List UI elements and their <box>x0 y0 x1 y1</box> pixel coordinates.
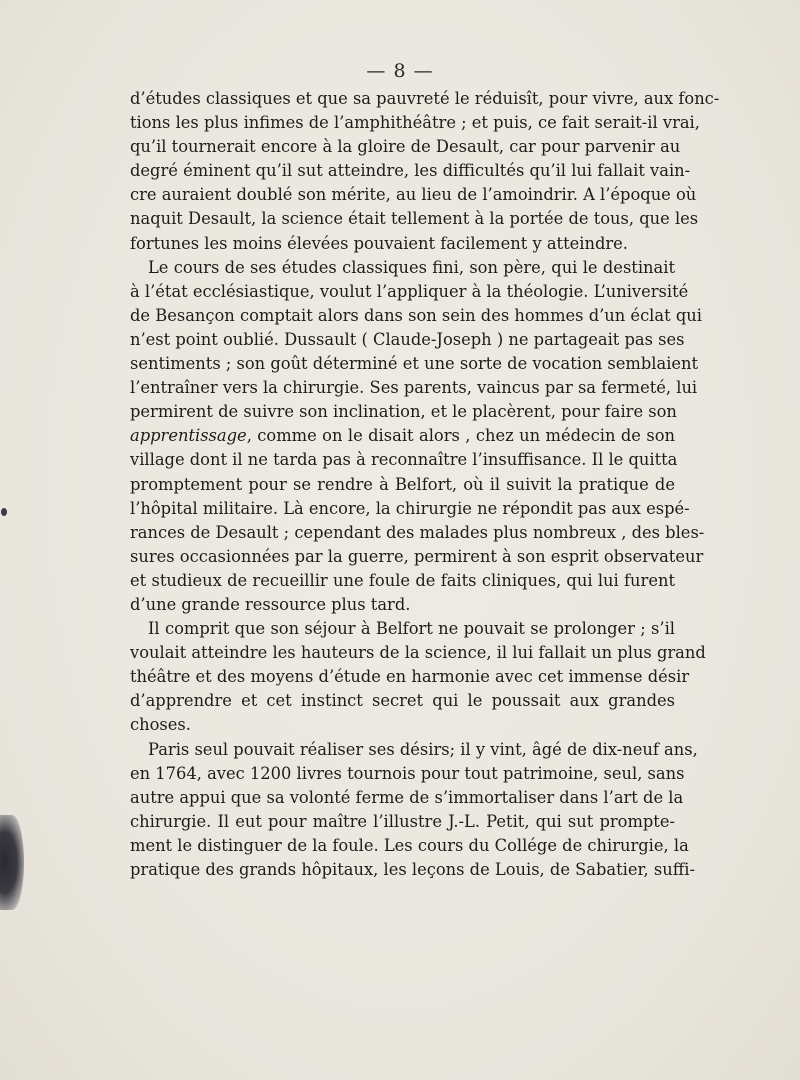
text-line: sures occasionnées par la guerre, permirent à son esprit observateur <box>130 546 704 566</box>
text-line: d’études classiques et que sa pauvreté le réduisît, pour vivre, aux fonc- <box>130 89 720 108</box>
page-number: — 8 — <box>366 60 434 82</box>
text-line: promptement pour se rendre à Belfort, où il suivit la pratique de <box>130 474 675 494</box>
text-line: tions les plus infimes de l’amphithéâtre ; et puis, ce fait serait-il vrai, <box>130 113 700 133</box>
text-line: théâtre et des moyens d’étude en harmonie avec cet immense désir <box>130 667 690 687</box>
text-line: de Besançon comptait alors dans son sein des hommes d’un éclat qui <box>130 305 702 325</box>
text-line: d’une grande ressource plus tard. <box>130 594 411 614</box>
text-line: sentiments ; son goût déterminé et une sorte de vocation semblaient <box>130 354 699 374</box>
text-line: n’est point oublié. Dussault ( Claude-Joseph ) ne partageait pas ses <box>130 329 685 349</box>
text-line: choses. <box>130 715 191 735</box>
body-text <box>130 87 720 882</box>
text-line: degré éminent qu’il sut atteindre, les difficultés qu’il lui fallait vain- <box>130 161 691 181</box>
text-line: qu’il tournerait encore à la gloire de Desault, car pour parvenir au <box>130 137 681 157</box>
text-line: chirurgie. Il eut pour maître l’illustre J.-L. Petit, qui sut prompte- <box>130 811 675 831</box>
text-line: Il comprit que son séjour à Belfort ne pouvait se prolonger ; s’il <box>148 619 675 639</box>
text-line: village dont il ne tarda pas à reconnaître l’insuffisance. Il le quitta <box>130 450 678 470</box>
text-line: Paris seul pouvait réaliser ses désirs; il y vint, âgé de dix-neuf ans, <box>148 739 698 759</box>
text-line: ment le distinguer de la foule. Les cours du Collége de chirurgie, la <box>130 835 689 855</box>
text-line: d’apprendre et cet instinct secret qui le poussait aux grandes <box>130 691 675 711</box>
text-line: rances de Desault ; cependant des malades plus nombreux , des bles- <box>130 522 705 542</box>
text-line: autre appui que sa volonté ferme de s’immortaliser dans l’art de la <box>130 787 684 807</box>
text-line: voulait atteindre les hauteurs de la science, il lui fallait un plus grand <box>130 643 706 663</box>
text-line: Le cours de ses études classiques fini, son père, qui le destinait <box>148 257 675 277</box>
italic-term: apprentissage <box>130 426 247 446</box>
text-line: cre auraient doublé son mérite, au lieu de l’amoindrir. A l’époque où <box>130 185 697 205</box>
text-line: l’entraîner vers la chirurgie. Ses parents, vaincus par sa fermeté, lui <box>130 378 698 398</box>
text-line: permirent de suivre son inclination, et le placèrent, pour faire son <box>130 402 677 422</box>
text-line: à l’état ecclésiastique, voulut l’appliquer à la théologie. L’université <box>130 281 689 301</box>
text-line: fortunes les moins élevées pouvaient facilement y atteindre. <box>130 233 628 253</box>
ink-smudge <box>0 815 24 910</box>
text-line: naquit Desault, la science était tellement à la portée de tous, que les <box>130 209 699 229</box>
text-line: pratique des grands hôpitaux, les leçons de Louis, de Sabatier, suffi- <box>130 860 695 879</box>
text-line: en 1764, avec 1200 livres tournois pour tout patrimoine, seul, sans <box>130 763 685 783</box>
text-line: l’hôpital militaire. Là encore, la chirurgie ne répondit pas aux espé- <box>130 498 690 518</box>
text-line: apprentissage, comme on le disait alors , chez un médecin de son <box>130 426 675 446</box>
text-line: et studieux de recueillir une foule de faits cliniques, qui lui furent <box>130 570 675 590</box>
ink-spot <box>1 508 7 516</box>
